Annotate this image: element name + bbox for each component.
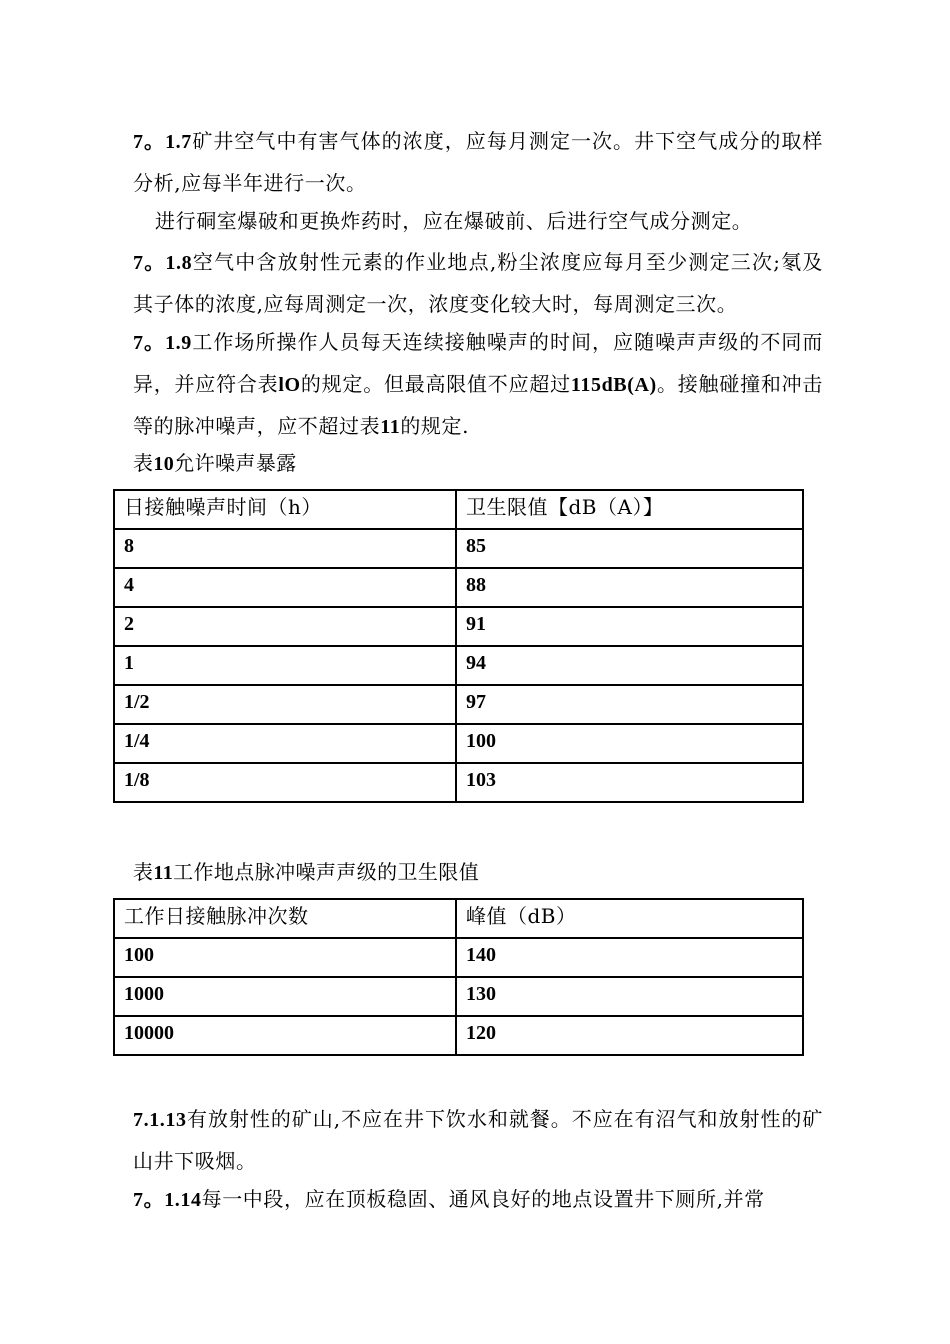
caption-text: 允许噪声暴露 bbox=[174, 451, 297, 475]
table-cell: 120 bbox=[456, 1016, 803, 1055]
table-cell: 94 bbox=[456, 646, 803, 685]
table-cell: 91 bbox=[456, 607, 803, 646]
table-ref: lO bbox=[278, 374, 301, 396]
table-header-row bbox=[114, 490, 803, 529]
caption-text: 工作地点脉冲噪声声级的卫生限值 bbox=[173, 860, 480, 884]
table-11-impulse-noise bbox=[113, 898, 804, 1056]
table-cell: 1/4 bbox=[114, 724, 456, 763]
paragraph-7-1-8 bbox=[133, 242, 823, 325]
table-row bbox=[114, 724, 803, 763]
paragraph-7-1-14 bbox=[133, 1179, 823, 1221]
table-cell: 8 bbox=[114, 529, 456, 568]
table-row bbox=[114, 938, 803, 977]
clause-text: 工作场所操作人员每天连续接触噪声的时间，应随噪声声级的不同而异，并应符合表 bbox=[133, 330, 823, 396]
clause-number: 7.1.13 bbox=[133, 1109, 187, 1131]
table-cell: 100 bbox=[456, 724, 803, 763]
table-row bbox=[114, 607, 803, 646]
clause-number: 7。1.7 bbox=[133, 131, 192, 153]
header-cell-limit: 卫生限值【dB（A）】 bbox=[456, 490, 803, 529]
header-cell-impulse-count: 工作日接触脉冲次数 bbox=[114, 899, 456, 938]
noise-limit: 115dB(A) bbox=[570, 374, 657, 396]
table-row bbox=[114, 646, 803, 685]
table-cell: 2 bbox=[114, 607, 456, 646]
table-cell: 97 bbox=[456, 685, 803, 724]
table-cell: 10000 bbox=[114, 1016, 456, 1055]
clause-number: 7。1.9 bbox=[133, 332, 192, 354]
table-cell: 103 bbox=[456, 763, 803, 802]
paragraph-7-1-13 bbox=[133, 1099, 823, 1182]
clause-text: 进行硐室爆破和更换炸药时，应在爆破前、后进行空气成分测定。 bbox=[155, 209, 753, 233]
clause-text: 。接触碰撞和冲击等的脉冲噪声，应不超过表 bbox=[133, 372, 823, 438]
table-header-row bbox=[114, 899, 803, 938]
paragraph-7-1-9 bbox=[133, 322, 823, 448]
caption-number: 10 bbox=[153, 453, 175, 475]
clause-text: 有放射性的矿山,不应在井下饮水和就餐。不应在有沼气和放射性的矿山井下吸烟。 bbox=[133, 1107, 823, 1173]
table-cell: 88 bbox=[456, 568, 803, 607]
header-cell-duration: 日接触噪声时间（h） bbox=[114, 490, 456, 529]
table-row bbox=[114, 763, 803, 802]
table-row bbox=[114, 529, 803, 568]
caption-prefix: 表 bbox=[133, 860, 154, 884]
table-cell: 140 bbox=[456, 938, 803, 977]
table-10-noise-exposure bbox=[113, 489, 804, 803]
table-cell: 1/2 bbox=[114, 685, 456, 724]
table-11-caption bbox=[133, 858, 479, 887]
clause-text: 的规定。但最高限值不应超过 bbox=[300, 372, 571, 396]
table-cell: 85 bbox=[456, 529, 803, 568]
header-cell-peak: 峰值（dB） bbox=[456, 899, 803, 938]
clause-number: 7。1.8 bbox=[133, 252, 193, 274]
table-cell: 1000 bbox=[114, 977, 456, 1016]
paragraph-blasting bbox=[155, 201, 823, 242]
clause-text: 的规定. bbox=[400, 414, 470, 438]
table-cell: 1 bbox=[114, 646, 456, 685]
table-cell: 130 bbox=[456, 977, 803, 1016]
caption-number: 11 bbox=[153, 862, 174, 884]
table-cell: 4 bbox=[114, 568, 456, 607]
table-cell: 1/8 bbox=[114, 763, 456, 802]
clause-text: 空气中含放射性元素的作业地点,粉尘浓度应每月至少测定三次;氡及其子体的浓度,应每周测定一次，浓度变化较大时，每周测定三次。 bbox=[133, 250, 823, 316]
table-row bbox=[114, 568, 803, 607]
clause-number: 7。1.14 bbox=[133, 1189, 202, 1211]
clause-text: 矿井空气中有害气体的浓度，应每月测定一次。井下空气成分的取样分析,应每半年进行一次。 bbox=[133, 129, 823, 195]
table-ref: 11 bbox=[380, 416, 401, 438]
table-row bbox=[114, 685, 803, 724]
clause-text: 每一中段，应在顶板稳固、通风良好的地点设置井下厕所,并常 bbox=[201, 1187, 765, 1211]
table-row bbox=[114, 977, 803, 1016]
table-row bbox=[114, 1016, 803, 1055]
table-10-caption bbox=[133, 449, 297, 478]
paragraph-7-1-7 bbox=[133, 121, 823, 204]
caption-prefix: 表 bbox=[133, 451, 154, 475]
table-cell: 100 bbox=[114, 938, 456, 977]
